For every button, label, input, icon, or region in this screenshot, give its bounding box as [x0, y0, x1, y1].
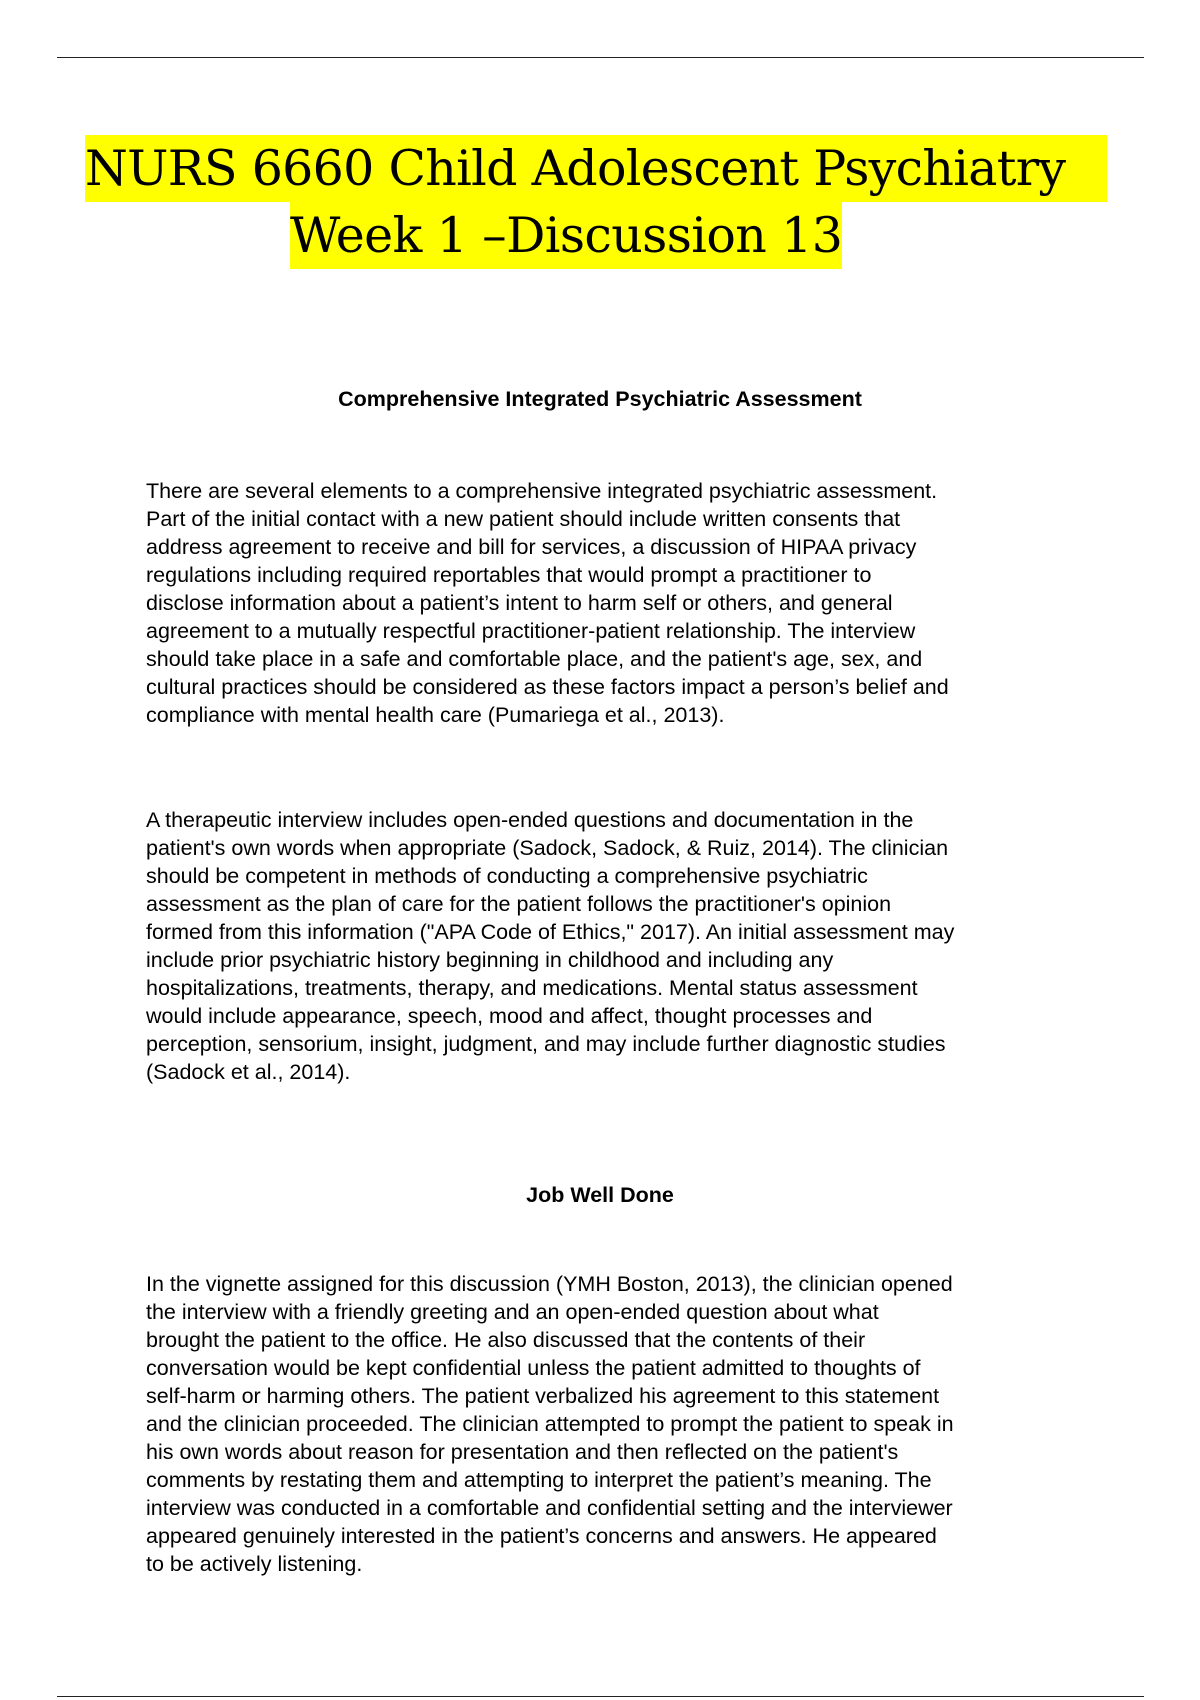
document-title [0, 135, 1200, 269]
text-line: should be competent in methods of conducting a comprehensive psychiatric [146, 864, 868, 888]
text-line: Part of the initial contact with a new patient should include written consents that [146, 507, 901, 531]
text-line: (Sadock et al., 2014). [146, 1060, 351, 1084]
text-line: address agreement to receive and bill for services, a discussion of HIPAA privacy [146, 535, 917, 559]
text-line: disclose information about a patient’s intent to harm self or others, and general [146, 591, 893, 615]
title-line-2: Week 1 –Discussion 13 [290, 202, 842, 269]
text-line: assessment as the plan of care for the patient follows the practitioner's opinion [146, 892, 892, 916]
paragraph-therapeutic-interview [146, 806, 1071, 1086]
text-line: self-harm or harming others. The patient verbalized his agreement to this statement [146, 1384, 940, 1408]
text-line: compliance with mental health care (Pumariega et al., 2013). [146, 703, 725, 727]
text-line: hospitalizations, treatments, therapy, and medications. Mental status assessment [146, 976, 918, 1000]
text-line: comments by restating them and attempting to interpret the patient’s meaning. The [146, 1468, 932, 1492]
text-line: interview was conducted in a comfortable and confidential setting and the interviewer [146, 1496, 953, 1520]
bottom-rule [57, 1696, 1144, 1697]
text-line: the interview with a friendly greeting and an open-ended question about what [146, 1300, 879, 1324]
title-line-1: NURS 6660 Child Adolescent Psychiatry [85, 135, 1107, 202]
top-rule [57, 57, 1144, 58]
text-line: perception, sensorium, insight, judgment, and may include further diagnostic studies [146, 1032, 946, 1056]
text-line: brought the patient to the office. He also discussed that the contents of their [146, 1328, 866, 1352]
text-line: In the vignette assigned for this discussion (YMH Boston, 2013), the clinician opened [146, 1272, 953, 1296]
text-line: A therapeutic interview includes open-ended questions and documentation in the [146, 808, 914, 832]
paragraph-assessment-elements [146, 477, 1071, 729]
text-line: There are several elements to a comprehensive integrated psychiatric assessment. [146, 479, 938, 503]
text-line: patient's own words when appropriate (Sadock, Sadock, & Ruiz, 2014). The clinician [146, 836, 949, 860]
text-line: regulations including required reportables that would prompt a practitioner to [146, 563, 872, 587]
text-line: to be actively listening. [146, 1552, 363, 1576]
text-line: should take place in a safe and comfortable place, and the patient's age, sex, and [146, 647, 923, 671]
text-line: conversation would be kept confidential unless the patient admitted to thoughts of [146, 1356, 921, 1380]
text-line: would include appearance, speech, mood and affect, thought processes and [146, 1004, 873, 1028]
text-line: appeared genuinely interested in the patient’s concerns and answers. He appeared [146, 1524, 937, 1548]
section-heading-job-well-done: Job Well Done [526, 1182, 674, 1207]
text-line: include prior psychiatric history beginning in childhood and including any [146, 948, 834, 972]
text-line: his own words about reason for presentation and then reflected on the patient's [146, 1440, 899, 1464]
text-line: formed from this information ("APA Code of Ethics," 2017). An initial assessment may [146, 920, 955, 944]
text-line: and the clinician proceeded. The clinician attempted to prompt the patient to speak in [146, 1412, 954, 1436]
section-heading-assessment: Comprehensive Integrated Psychiatric Assessment [338, 386, 862, 411]
text-line: cultural practices should be considered as these factors impact a person’s belief and [146, 675, 949, 699]
paragraph-vignette [146, 1270, 1071, 1578]
text-line: agreement to a mutually respectful practitioner-patient relationship. The interview [146, 619, 916, 643]
